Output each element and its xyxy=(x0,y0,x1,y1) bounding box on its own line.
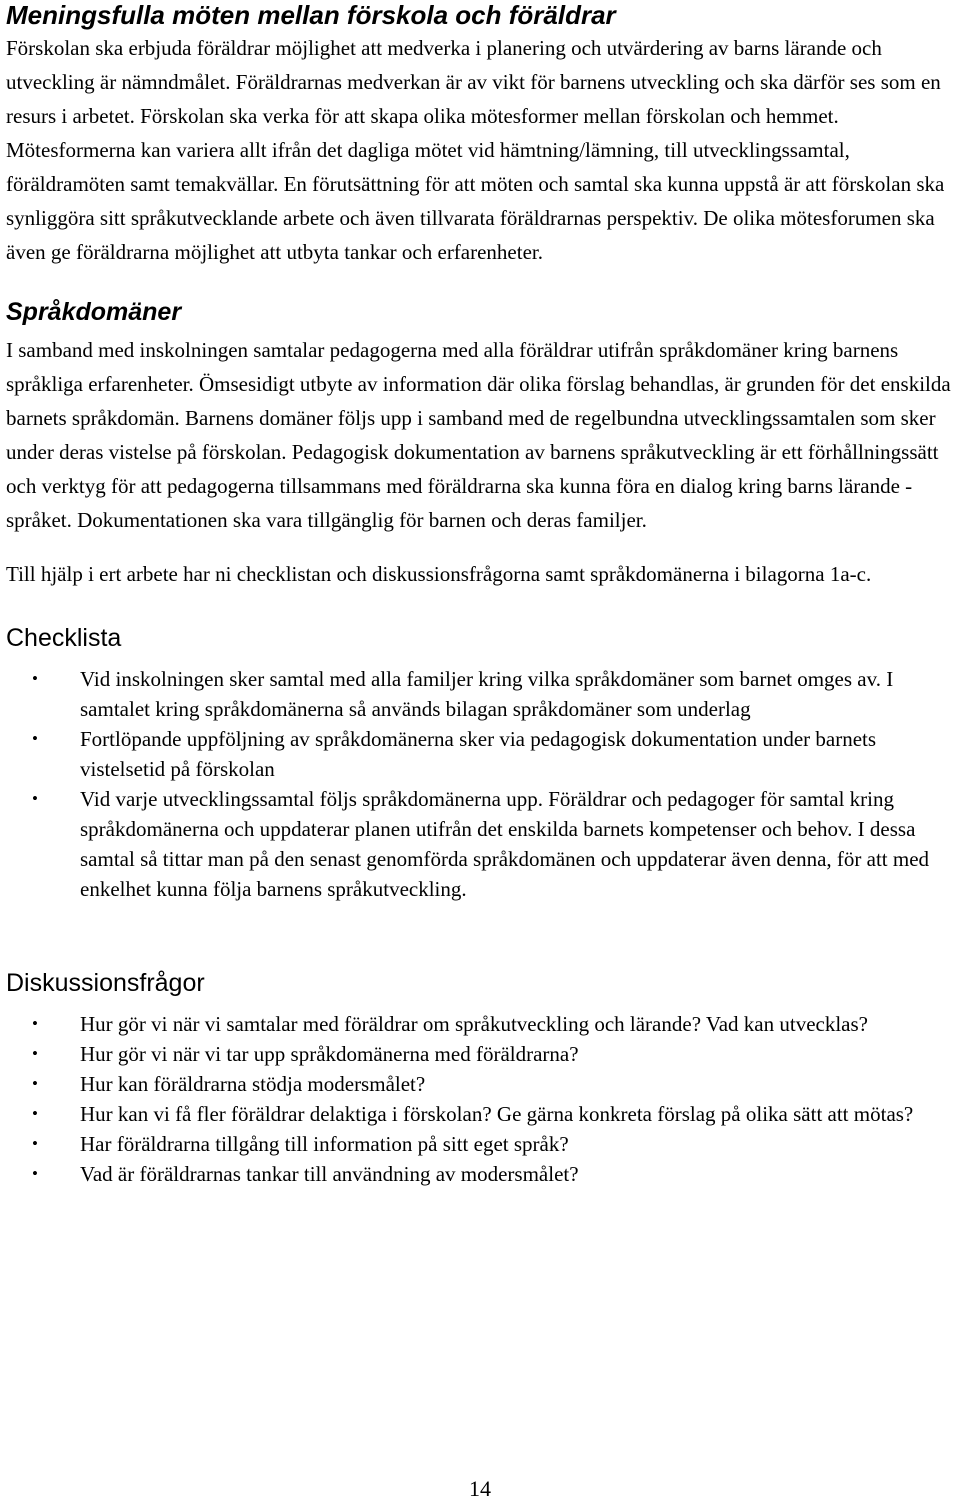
bullet-icon: • xyxy=(32,1044,38,1063)
bullet-icon: • xyxy=(32,1164,38,1183)
list-item xyxy=(6,1129,958,1159)
paragraph-language-domains-2: Till hjälp i ert arbete har ni checklistan och diskussionsfrågorna samt språkdomänerna i bilagorna 1a-c. xyxy=(6,562,872,586)
list-item-text: Hur kan vi få fler föräldrar delaktiga i förskolan? Ge gärna konkreta förslag på olika sätt att mötas? xyxy=(80,1102,914,1126)
list-item xyxy=(6,1069,958,1099)
list-item-text: Fortlöpande uppföljning av språkdomänerna sker via pedagogisk dokumentation under barnets vistelsetid på förskolan xyxy=(80,727,877,781)
bullet-icon: • xyxy=(32,1134,38,1153)
bullet-icon: • xyxy=(32,1014,38,1033)
page-number: 14 xyxy=(469,1476,491,1501)
list-item xyxy=(6,1159,958,1189)
bullet-icon: • xyxy=(32,729,38,748)
section-title-meetings: Meningsfulla möten mellan förskola och föräldrar xyxy=(6,0,616,30)
list-item-text: Har föräldrarna tillgång till information på sitt eget språk? xyxy=(80,1132,569,1156)
list-item-text: Hur gör vi när vi tar upp språkdomänerna med föräldrarna? xyxy=(80,1042,579,1066)
bullet-icon: • xyxy=(32,669,38,688)
paragraph-meetings: Förskolan ska erbjuda föräldrar möjlighet att medverka i planering och utvärdering av barns lärande och utveckling är nämndmålet. Föräldrarnas medverkan är av vikt för barnens utveckling och ska därför ses som en resurs i arbetet. Förskolan ska verka för att skapa olika mötesformer mellan förskolan och hemmet. Mötesformerna kan variera allt ifrån det dagliga mötet vid hämtning/lämning, till utvecklingssamtal, föräldramöten samt temakvällar. En förutsättning för att möten och samtal ska kunna uppstå är att förskolan ska synliggöra sitt språkutvecklande arbete och även tillvarata föräldrarnas perspektiv. De olika mötesforumen ska även ge föräldrarna möjlighet att utbyta tankar och erfarenheter. xyxy=(6,36,945,264)
bullet-icon: • xyxy=(32,1074,38,1093)
list-item xyxy=(6,724,958,784)
paragraph-language-domains-1: I samband med inskolningen samtalar pedagogerna med alla föräldrar utifrån språkdomäner kring barnens språkliga erfarenheter. Ömsesidigt utbyte av information där olika förslag behandlas, är grunden för det enskilda barnets språkdomän. Barnens domäner följs upp i samband med de regelbundna utvecklingssamtalen som sker under deras vistelse på förskolan. Pedagogisk dokumentation av barnens språkutveckling är ett förhållningssätt och verktyg för att pedagogerna tillsammans med föräldrarna ska kunna föra en dialog kring barns lärande - språket. Dokumentationen ska vara tillgänglig för barnen och deras familjer. xyxy=(6,338,951,532)
list-item-text: Vid varje utvecklingssamtal följs språkdomänerna upp. Föräldrar och pedagoger för samtal kring språkdomänerna och uppdaterar planen utifrån det enskilda barnets kompetenser och behov. I dessa samtal så tittar man på den senast genomförda språkdomänen och uppdaterar även denna, för att med enkelhet kunna följa barnens språkutveckling. xyxy=(80,787,930,901)
list-item xyxy=(6,784,958,904)
list-item-text: Hur kan föräldrarna stödja modersmålet? xyxy=(80,1072,426,1096)
list-item xyxy=(6,1039,958,1069)
section-title-discussion: Diskussionsfrågor xyxy=(6,969,205,997)
list-item xyxy=(6,664,958,724)
bullet-icon: • xyxy=(32,1104,38,1123)
list-item-text: Vad är föräldrarnas tankar till användning av modersmålet? xyxy=(80,1162,579,1186)
list-item-text: Vid inskolningen sker samtal med alla familjer kring vilka språkdomäner som barnet omges av. I samtalet kring språkdomänerna så används bilagan språkdomäner som underlag xyxy=(80,667,894,721)
bullet-icon: • xyxy=(32,789,38,808)
section-title-language-domains: Språkdomäner xyxy=(6,298,182,326)
checklist-list xyxy=(6,664,958,904)
section-title-checklist: Checklista xyxy=(6,624,122,652)
list-item xyxy=(6,1099,958,1129)
list-item-text: Hur gör vi när vi samtalar med föräldrar om språkutveckling och lärande? Vad kan utvecklas? xyxy=(80,1012,868,1036)
document-page xyxy=(6,0,958,1189)
discussion-list xyxy=(6,1009,958,1189)
list-item xyxy=(6,1009,958,1039)
